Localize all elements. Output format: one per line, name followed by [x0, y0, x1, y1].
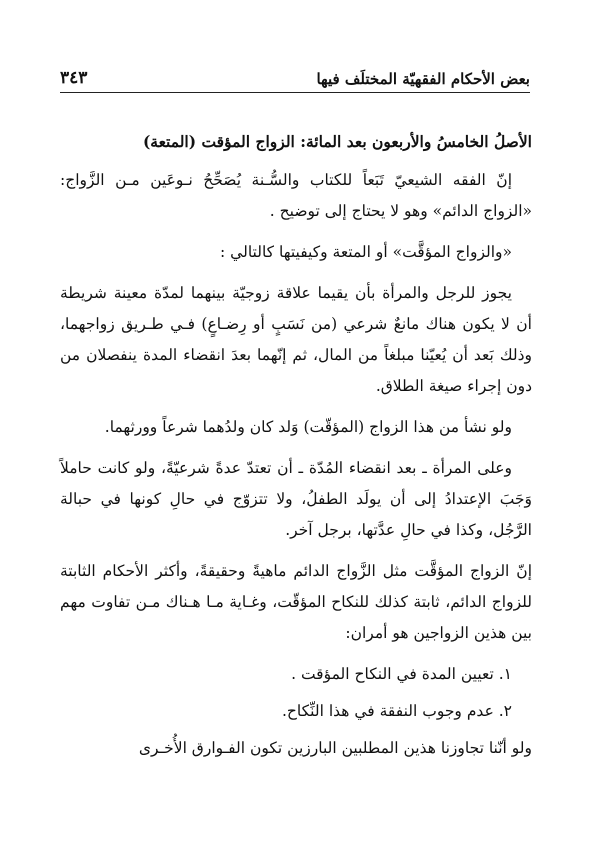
paragraph-conditions: يجوز للرجل والمرأة بأن يقيما علاقة زوجيّة بينهما لمدّة معينة شريطة أن لا يكون هناك مانعٌ شرعي (من نَسَبٍ أو رِضـاعٍ) فـي طـريق زواجهما، وذلك بَعد أن يُعيّنا مبلغاً من المال، ثم إنّهما بعدَ انقضاء المدة ينفصلان من دون إجراء صيغة الطلاق. [60, 284, 532, 395]
paragraph-intro: إنّ الفقه الشيعيّ تَبَعاً للكتاب والسُّـنة يُصَحِّحُ نـوعَين مـن الزَّواج: «الزواج الدائم» وهو لا يحتاج إلى توضيح . [60, 171, 532, 220]
paragraph-comparison: إنّ الزواج المؤقَّت مثل الزَّواج الدائم ماهيةً وحقيقةً، وأكثر الأحكام الثابتة للزواج الدائم، ثابتة كذلك للنكاح المؤقّت، وغـاية مـا هـناك مـن تفاوت مهم بين هذين الزواجين هو أمران: [60, 562, 532, 642]
paragraph-closing: ولو أنّنا تجاوزنا هذين المطلبين البارزين تكون الفـوارق الأُخـرى [138, 739, 532, 757]
section-heading: الأصلُ الخامسُ والأربعون بعد المائة: الزواج المؤقت (المتعة) [142, 132, 532, 151]
page-content [60, 126, 532, 774]
list-item: ٢. عدم وجوب النفقة في هذا النِّكاح. [281, 702, 512, 720]
list-item: ١. تعيين المدة في النكاح المؤقت . [291, 665, 512, 683]
paragraph-waiting-period: وعلى المرأة ـ بعد انقضاء المُدّة ـ أن تعتدّ عدةً شرعيّةً، ولو كانت حاملاً وَجَبَ الإعتدادُ إلى أن يولَد الطفلُ، ولا تتزوّج في حالِ كونها في حبالة الرَّجُل، وكذا في حالِ عدَّتها، برجل آخر. [60, 459, 532, 539]
page-number: ٣٤٣ [60, 68, 88, 88]
page-header [60, 66, 530, 93]
paragraph-temporary-marriage: «والزواج المؤقَّت» أو المتعة وكيفيتها كالتالي : [220, 243, 512, 261]
running-title: بعض الأحكام الفقهيّة المختلَف فيها [316, 70, 530, 88]
paragraph-child: ولو نشأ من هذا الزواج (المؤقّت) وَلد كان ولدُهما شرعاً وورثهما. [104, 418, 512, 436]
